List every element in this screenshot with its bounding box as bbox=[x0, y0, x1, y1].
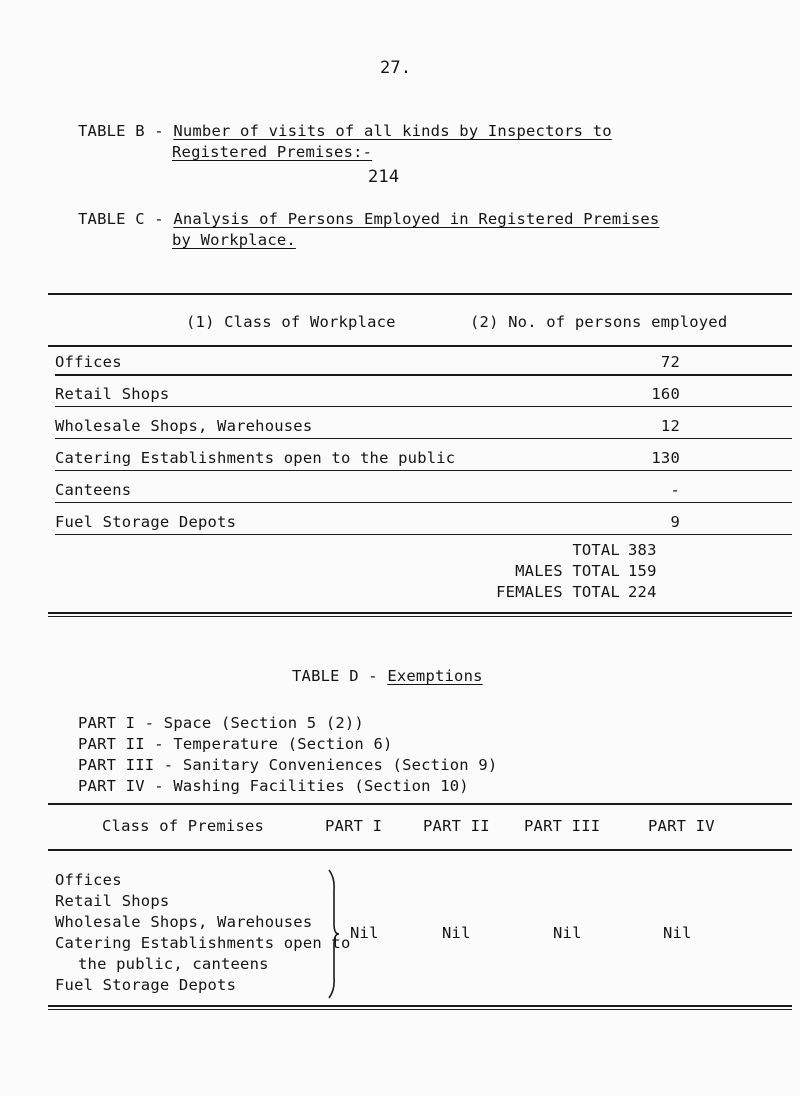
table-row-value: 72 bbox=[660, 353, 680, 371]
table-row-value: 12 bbox=[660, 417, 680, 435]
header-class-of-premises: Class of Premises bbox=[102, 817, 265, 835]
row-rule bbox=[55, 470, 792, 471]
table-d-bottom-rule bbox=[48, 1005, 792, 1007]
page-number: 27. bbox=[380, 58, 412, 78]
table-row-label: Canteens bbox=[55, 481, 132, 499]
table-row-value: - bbox=[670, 481, 680, 499]
table-b-prefix: TABLE B - bbox=[78, 122, 174, 140]
table-row-value: 160 bbox=[651, 385, 680, 403]
table-c-col2-header: (2) No. of persons employed bbox=[470, 313, 728, 331]
row-rule bbox=[55, 438, 792, 439]
table-d-bottom-rule-2 bbox=[48, 1009, 792, 1010]
males-total-label: MALES TOTAL bbox=[515, 562, 620, 580]
table-c-heading bbox=[78, 210, 659, 228]
row-rule bbox=[55, 502, 792, 503]
part-item: PART IV - Washing Facilities (Section 10) bbox=[78, 777, 469, 795]
header-part-iii: PART III bbox=[524, 817, 601, 835]
table-c-title-line1: Analysis of Persons Employed in Registered Premises bbox=[173, 210, 660, 228]
part-i-value: Nil bbox=[350, 924, 379, 942]
table-row-value: 9 bbox=[670, 513, 680, 531]
table-row-label: Wholesale Shops, Warehouses bbox=[55, 417, 313, 435]
row-rule bbox=[55, 374, 792, 376]
premises-item: the public, canteens bbox=[78, 955, 269, 973]
part-iii-value: Nil bbox=[553, 924, 582, 942]
table-row-label: Catering Establishments open to the public bbox=[55, 449, 456, 467]
females-total-value: 224 bbox=[628, 583, 657, 601]
premises-item: Offices bbox=[55, 871, 122, 889]
premises-item: Wholesale Shops, Warehouses bbox=[55, 913, 313, 931]
table-d-prefix: TABLE D - bbox=[292, 667, 388, 685]
table-row-label: Retail Shops bbox=[55, 385, 170, 403]
table-row-label: Fuel Storage Depots bbox=[55, 513, 237, 531]
table-b-title-line2: Registered Premises:- bbox=[172, 143, 373, 161]
grouping-bracket bbox=[326, 868, 342, 1000]
table-c-bottom-rule-2 bbox=[48, 616, 792, 617]
header-part-i: PART I bbox=[325, 817, 383, 835]
premises-item: Catering Establishments open to bbox=[55, 934, 351, 952]
part-item: PART I - Space (Section 5 (2)) bbox=[78, 714, 364, 732]
table-row-label: Offices bbox=[55, 353, 122, 371]
table-c-title-line2: by Workplace. bbox=[172, 231, 296, 249]
table-c-prefix: TABLE C - bbox=[78, 210, 174, 228]
table-b-value: 214 bbox=[368, 167, 400, 187]
table-d-header-rule bbox=[48, 849, 792, 851]
premises-item: Fuel Storage Depots bbox=[55, 976, 237, 994]
table-c-col1-header: (1) Class of Workplace bbox=[186, 313, 396, 331]
premises-item: Retail Shops bbox=[55, 892, 170, 910]
table-c-header-rule bbox=[48, 345, 792, 347]
table-c-top-rule bbox=[48, 293, 792, 295]
total-label: TOTAL bbox=[572, 541, 620, 559]
part-item: PART III - Sanitary Conveniences (Section 9) bbox=[78, 756, 498, 774]
table-d-heading bbox=[292, 667, 483, 685]
row-rule bbox=[55, 534, 792, 535]
table-row-value: 130 bbox=[651, 449, 680, 467]
part-ii-value: Nil bbox=[442, 924, 471, 942]
table-b-title-line1: Number of visits of all kinds by Inspectors to bbox=[173, 122, 612, 140]
header-part-iv: PART IV bbox=[648, 817, 715, 835]
header-part-ii: PART II bbox=[423, 817, 490, 835]
part-iv-value: Nil bbox=[663, 924, 692, 942]
table-d-top-rule bbox=[48, 803, 792, 805]
males-total-value: 159 bbox=[628, 562, 657, 580]
row-rule bbox=[55, 406, 792, 407]
table-b-heading bbox=[78, 122, 612, 140]
females-total-label: FEMALES TOTAL bbox=[496, 583, 620, 601]
part-item: PART II - Temperature (Section 6) bbox=[78, 735, 393, 753]
table-d-title: Exemptions bbox=[387, 667, 483, 685]
table-c-bottom-rule bbox=[48, 612, 792, 614]
total-value: 383 bbox=[628, 541, 657, 559]
